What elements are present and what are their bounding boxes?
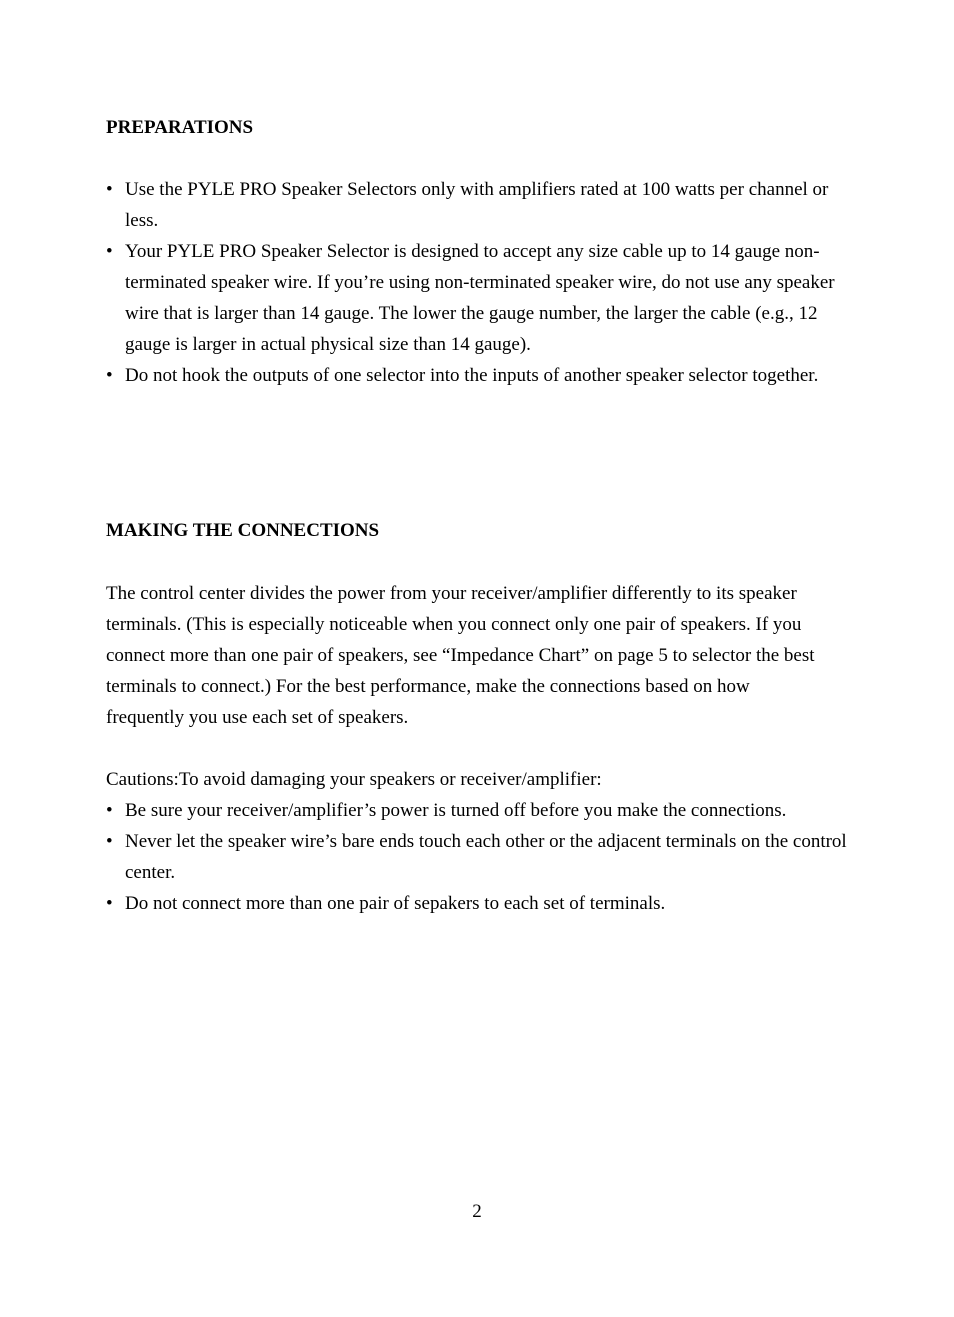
bullet-icon: • <box>106 241 113 262</box>
bullet-icon: • <box>106 179 113 200</box>
preparations-heading: PREPARATIONS <box>106 117 254 138</box>
list-item <box>106 826 896 888</box>
cautions-intro: Cautions:To avoid damaging your speakers or receiver/amplifier: <box>106 769 602 790</box>
connections-paragraph: The control center divides the power from your receiver/amplifier differently to its speaker terminals. (This is especially noticeable when you connect only one pair of speakers. If you connect more than one pair of speakers, see “Impedance Chart” on page 5 to selector the best terminals to connect.) For the best performance, make the connections based on how frequently you use each set of speakers. <box>106 583 815 728</box>
list-item-text: Your PYLE PRO Speaker Selector is designed to accept any size cable up to 14 gauge non-terminated speaker wire. If you’re using non-terminated speaker wire, do not use any speaker wire that is larger than 14 gauge. The lower the gauge number, the larger the cable (e.g., 12 gauge is larger in actual physical size than 14 gauge). <box>125 241 835 355</box>
cautions-list <box>106 795 896 919</box>
bullet-icon: • <box>106 800 113 821</box>
bullet-icon: • <box>106 893 113 914</box>
list-item <box>106 795 896 826</box>
bullet-icon: • <box>106 365 113 386</box>
list-item <box>106 888 896 919</box>
list-item-text: Use the PYLE PRO Speaker Selectors only with amplifiers rated at 100 watts per channel or less. <box>125 179 829 231</box>
connections-heading: MAKING THE CONNECTIONS <box>106 520 380 541</box>
list-item-text: Do not hook the outputs of one selector into the inputs of another speaker selector together. <box>125 365 819 386</box>
list-item-text: Be sure your receiver/amplifier’s power is turned off before you make the connections. <box>125 800 787 821</box>
list-item-text: Never let the speaker wire’s bare ends touch each other or the adjacent terminals on the control center. <box>125 831 847 883</box>
page-number: 2 <box>472 1201 482 1222</box>
preparations-list <box>106 174 866 391</box>
bullet-icon: • <box>106 831 113 852</box>
list-item <box>106 360 866 391</box>
list-item <box>106 236 866 360</box>
list-item <box>106 174 866 236</box>
list-item-text: Do not connect more than one pair of sepakers to each set of terminals. <box>125 893 666 914</box>
